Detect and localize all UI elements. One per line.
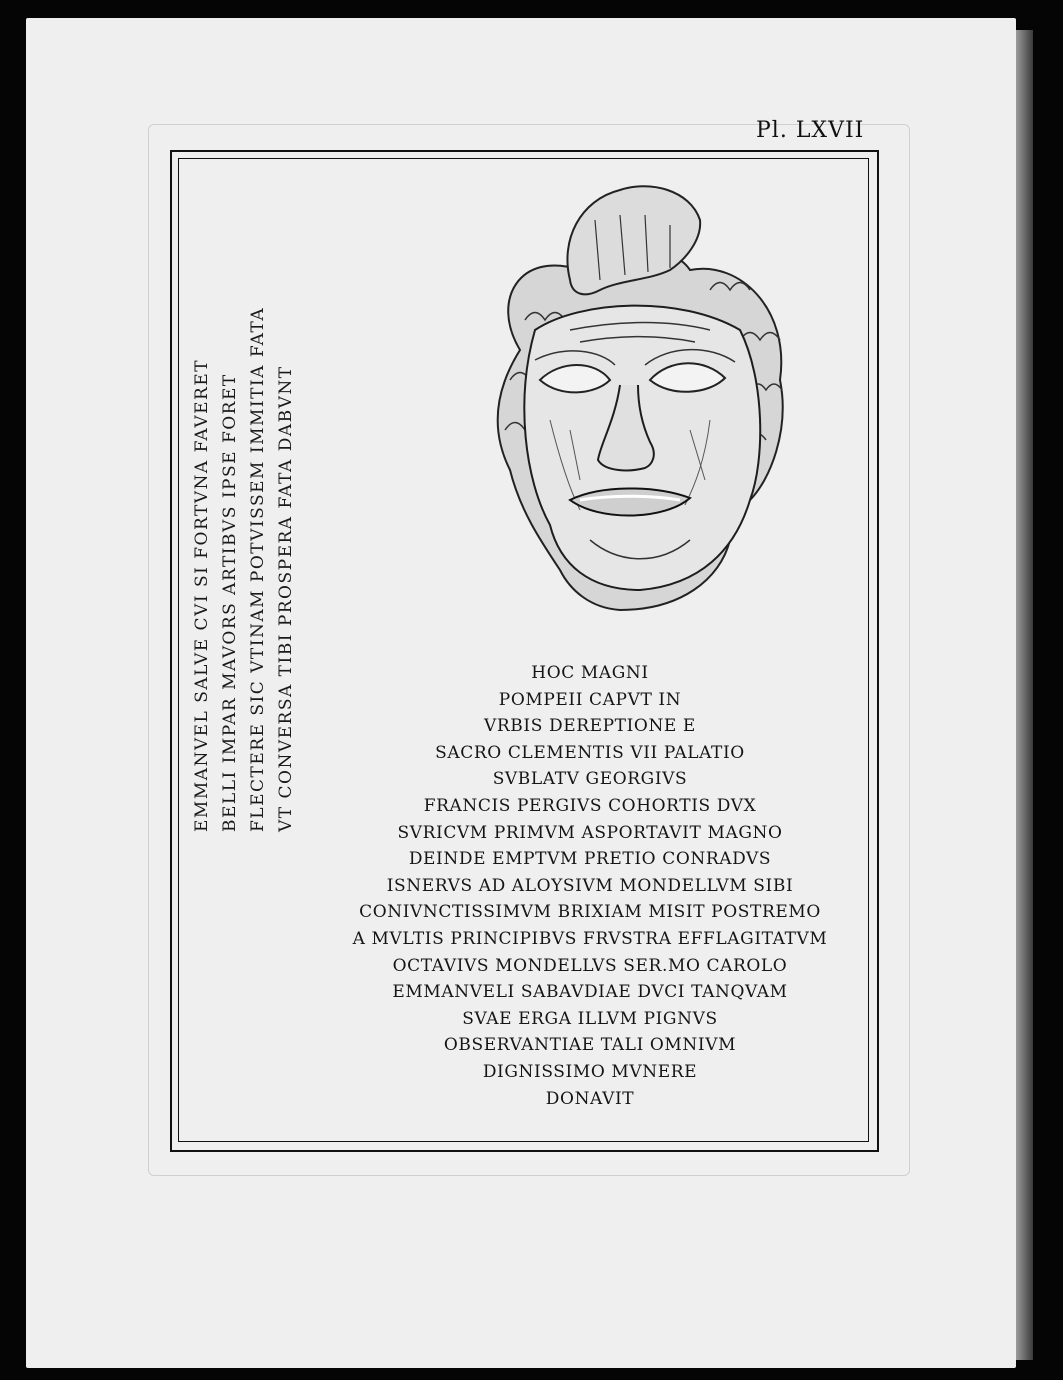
verse-line-1: EMMANVEL SALVE CVI SI FORTVNA FAVERET — [192, 358, 212, 832]
inscription-line-15: OBSERVANTIAE TALI OMNIVM — [443, 1035, 737, 1056]
verse-line-3: FLECTERE SIC VTINAM POTVISSEM IMMITIA FATA — [248, 306, 268, 832]
inscription-line-5: SVBLATV GEORGIVS — [492, 769, 688, 790]
inscription-line-7: SVRICVM PRIMVM ASPORTAVIT MAGNO — [397, 822, 783, 843]
inscription-line-6: FRANCIS PERGIVS COHORTIS DVX — [423, 795, 757, 816]
inscription-line-14: SVAE ERGA ILLVM PIGNVS — [462, 1008, 718, 1029]
inscription-line-16: DIGNISSIMO MVNERE — [482, 1061, 698, 1082]
verse-line-4: VT CONVERSA TIBI PROSPERA FATA DABVNT — [276, 365, 296, 832]
inscription-line-11: A MVLTIS PRINCIPIBVS FRVSTRA EFFLAGITATVM — [352, 928, 828, 949]
dedication-inscription — [290, 660, 890, 1112]
inscription-line-17: DONAVIT — [545, 1088, 635, 1109]
inscription-line-4: SACRO CLEMENTIS VII PALATIO — [435, 742, 745, 763]
pompey-head-engraving — [480, 180, 800, 620]
inscription-line-10: CONIVNCTISSIMVM BRIXIAM MISIT POSTREMO — [359, 902, 821, 923]
inscription-line-3: VRBIS DEREPTIONE E — [484, 716, 696, 737]
inscription-line-1: HOC MAGNI — [531, 663, 649, 683]
inscription-line-9: ISNERVS AD ALOYSIVM MONDELLVM SIBI — [386, 875, 794, 896]
inscription-line-13: EMMANVELI SABAVDIAE DVCI TANQVAM — [392, 982, 788, 1003]
plate-number: Pl. LXVII — [756, 118, 865, 143]
inscription-line-2: POMPEII CAPVT IN — [498, 689, 682, 710]
verse-line-2: BELLI IMPAR MAVORS ARTIBVS IPSE FORET — [220, 373, 240, 832]
inscription-line-12: OCTAVIVS MONDELLVS SER.MO CAROLO — [392, 955, 788, 976]
inscription-line-8: DEINDE EMPTVM PRETIO CONRADVS — [408, 849, 772, 870]
